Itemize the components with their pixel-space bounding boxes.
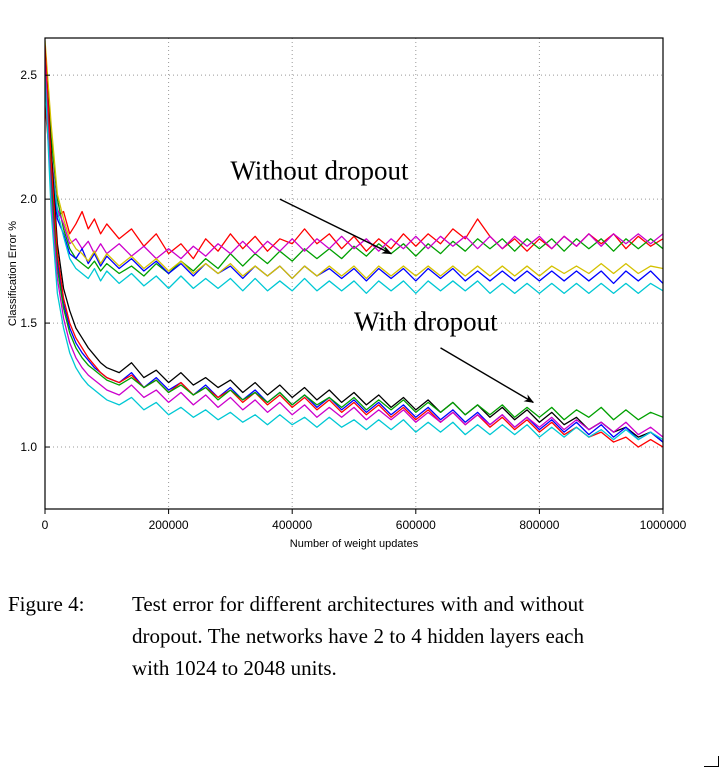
x-tick-label: 400000 bbox=[272, 518, 313, 532]
figure-caption-text: Test error for different architectures with and without dropout. The networks have 2 to 4 hidden layers each with 1024 to 2048 units. bbox=[132, 592, 584, 680]
x-tick-label: 800000 bbox=[519, 518, 560, 532]
y-axis-label: Classification Error % bbox=[7, 220, 19, 327]
y-tick-label: 2.5 bbox=[20, 68, 37, 83]
plot-background bbox=[45, 38, 663, 509]
x-tick-label: 1000000 bbox=[639, 518, 687, 532]
y-tick-label: 1.0 bbox=[20, 440, 37, 455]
y-tick-label: 2.0 bbox=[20, 192, 37, 207]
page-corner-mark bbox=[704, 756, 719, 767]
figure-caption bbox=[8, 588, 714, 684]
x-axis-label: Number of weight updates bbox=[289, 538, 419, 550]
chart-annotation-label: With dropout bbox=[354, 306, 498, 337]
figure-caption-label: Figure 4: bbox=[8, 592, 85, 616]
x-tick-label: 200000 bbox=[148, 518, 189, 532]
x-tick-label: 0 bbox=[41, 518, 49, 532]
chart-annotation-label: Without dropout bbox=[230, 155, 409, 186]
y-tick-label: 1.5 bbox=[20, 316, 37, 331]
x-tick-label: 600000 bbox=[395, 518, 436, 532]
